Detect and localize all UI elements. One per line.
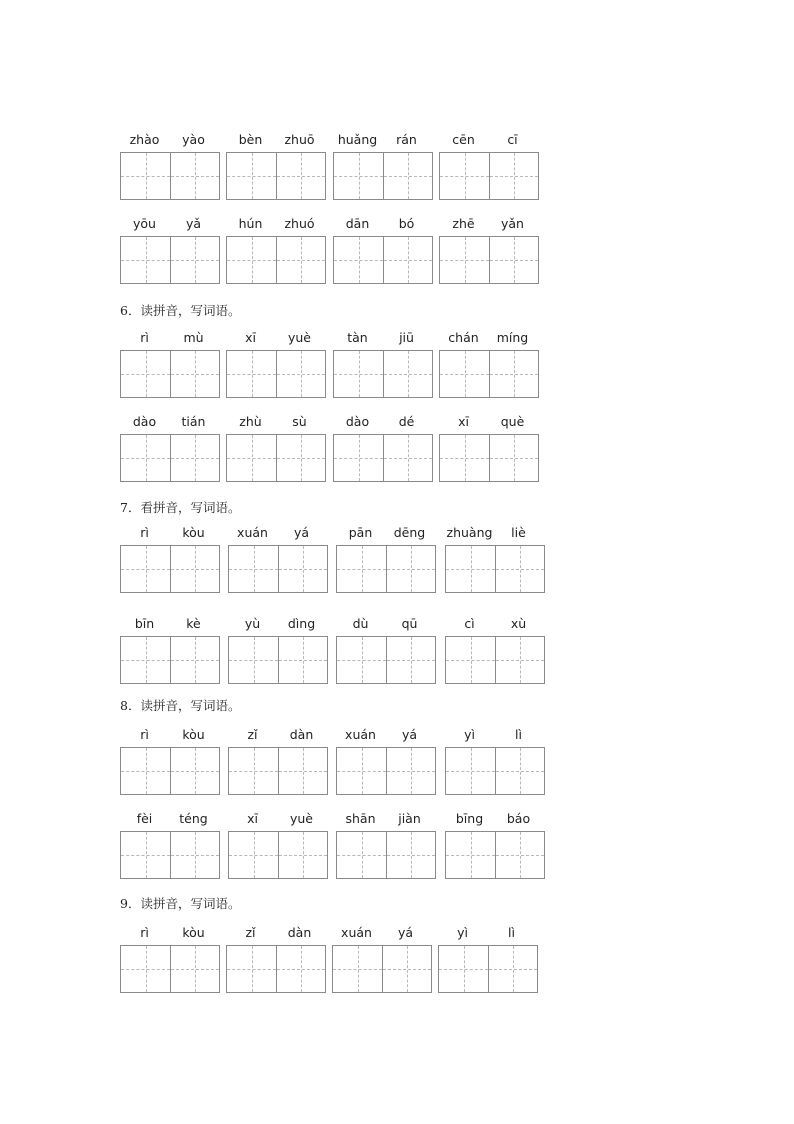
guide-line-horizontal xyxy=(171,855,219,856)
pinyin-label: rì xyxy=(140,330,149,345)
writing-grid xyxy=(445,831,545,879)
tian-zi-cell[interactable] xyxy=(121,546,170,592)
guide-line-horizontal xyxy=(334,260,383,261)
question-heading: 8．读拼音，写词语。 xyxy=(120,698,241,713)
guide-line-horizontal xyxy=(337,855,386,856)
pinyin-label: téng xyxy=(179,811,208,826)
pinyin-label: shān xyxy=(345,811,376,826)
pinyin-label: xī xyxy=(245,330,256,345)
tian-zi-cell[interactable] xyxy=(386,832,435,878)
question-heading: 6．读拼音，写词语。 xyxy=(120,303,241,318)
pinyin-label: yǎn xyxy=(501,216,524,231)
pinyin-label: dàn xyxy=(289,727,314,742)
writing-grid xyxy=(120,152,220,200)
guide-line-horizontal xyxy=(171,374,219,375)
tian-zi-cell[interactable] xyxy=(495,832,544,878)
tian-zi-cell[interactable] xyxy=(495,748,544,794)
pinyin-label: dù xyxy=(352,616,369,631)
pinyin-label: hún xyxy=(238,216,263,231)
writing-grid xyxy=(445,747,545,795)
guide-line-horizontal xyxy=(121,855,170,856)
pinyin-label: báo xyxy=(506,811,531,826)
guide-line-horizontal xyxy=(496,569,544,570)
pinyin-label: sù xyxy=(292,414,307,429)
writing-grid xyxy=(228,545,328,593)
pinyin-label: què xyxy=(500,414,525,429)
tian-zi-cell[interactable] xyxy=(489,435,538,481)
guide-line-horizontal xyxy=(387,855,435,856)
writing-grid xyxy=(120,545,220,593)
tian-zi-cell[interactable] xyxy=(170,435,219,481)
tian-zi-cell[interactable] xyxy=(383,153,432,199)
tian-zi-cell[interactable] xyxy=(170,351,219,397)
tian-zi-cell[interactable] xyxy=(386,637,435,683)
tian-zi-cell[interactable] xyxy=(334,153,383,199)
tian-zi-cell[interactable] xyxy=(446,832,495,878)
writing-grid xyxy=(333,434,433,482)
tian-zi-cell[interactable] xyxy=(337,637,386,683)
guide-line-horizontal xyxy=(334,176,383,177)
pinyin-label: zhē xyxy=(452,216,475,231)
guide-line-horizontal xyxy=(277,458,325,459)
guide-line-horizontal xyxy=(227,260,276,261)
writing-grid xyxy=(438,945,538,993)
guide-line-horizontal xyxy=(440,260,489,261)
writing-grid xyxy=(439,152,539,200)
writing-grid xyxy=(120,636,220,684)
guide-line-horizontal xyxy=(277,374,325,375)
writing-grid xyxy=(445,636,545,684)
tian-zi-cell[interactable] xyxy=(446,637,495,683)
pinyin-label: lì xyxy=(515,727,522,742)
guide-line-horizontal xyxy=(171,660,219,661)
guide-line-horizontal xyxy=(440,176,489,177)
pinyin-label: rì xyxy=(140,925,149,940)
tian-zi-cell[interactable] xyxy=(121,946,170,992)
pinyin-label: zhuō xyxy=(284,132,315,147)
tian-zi-cell[interactable] xyxy=(227,435,276,481)
writing-grid xyxy=(445,545,545,593)
pinyin-label: cēn xyxy=(452,132,475,147)
tian-zi-cell[interactable] xyxy=(495,546,544,592)
tian-zi-cell[interactable] xyxy=(488,946,537,992)
pinyin-label: yá xyxy=(401,727,418,742)
question-heading: 7．看拼音，写词语。 xyxy=(120,500,241,515)
guide-line-horizontal xyxy=(277,969,325,970)
tian-zi-cell[interactable] xyxy=(170,832,219,878)
tian-zi-cell[interactable] xyxy=(337,748,386,794)
pinyin-label: lì xyxy=(508,925,515,940)
tian-zi-cell[interactable] xyxy=(121,153,170,199)
guide-line-horizontal xyxy=(277,260,325,261)
tian-zi-cell[interactable] xyxy=(170,546,219,592)
writing-grid xyxy=(228,831,328,879)
writing-grid xyxy=(226,152,326,200)
guide-line-horizontal xyxy=(227,176,276,177)
pinyin-label: zǐ xyxy=(247,727,258,742)
writing-grid xyxy=(228,747,328,795)
guide-line-horizontal xyxy=(337,771,386,772)
pinyin-label: tàn xyxy=(347,330,368,345)
guide-line-horizontal xyxy=(333,969,382,970)
guide-line-horizontal xyxy=(440,458,489,459)
pinyin-label: qū xyxy=(401,616,418,631)
writing-grid xyxy=(120,747,220,795)
writing-grid xyxy=(333,152,433,200)
tian-zi-cell[interactable] xyxy=(170,637,219,683)
tian-zi-cell[interactable] xyxy=(278,546,327,592)
pinyin-label: liè xyxy=(511,525,526,540)
guide-line-horizontal xyxy=(171,458,219,459)
guide-line-horizontal xyxy=(171,969,219,970)
tian-zi-cell[interactable] xyxy=(121,237,170,283)
guide-line-horizontal xyxy=(229,771,278,772)
pinyin-label: xī xyxy=(247,811,258,826)
pinyin-label: bó xyxy=(398,216,415,231)
writing-grid xyxy=(226,236,326,284)
pinyin-label: dé xyxy=(398,414,415,429)
tian-zi-cell[interactable] xyxy=(229,748,278,794)
guide-line-horizontal xyxy=(439,969,488,970)
pinyin-label: dān xyxy=(345,216,370,231)
pinyin-label: yá xyxy=(293,525,310,540)
tian-zi-cell[interactable] xyxy=(121,832,170,878)
tian-zi-cell[interactable] xyxy=(440,351,489,397)
guide-line-horizontal xyxy=(171,260,219,261)
writing-grid xyxy=(439,434,539,482)
tian-zi-cell[interactable] xyxy=(383,237,432,283)
pinyin-label: xī xyxy=(458,414,469,429)
guide-line-horizontal xyxy=(121,176,170,177)
tian-zi-cell[interactable] xyxy=(170,946,219,992)
guide-line-horizontal xyxy=(384,176,432,177)
tian-zi-cell[interactable] xyxy=(170,237,219,283)
pinyin-label: rì xyxy=(140,525,149,540)
guide-line-horizontal xyxy=(337,660,386,661)
writing-grid xyxy=(120,831,220,879)
writing-grid xyxy=(332,945,432,993)
guide-line-horizontal xyxy=(387,569,435,570)
writing-grid xyxy=(226,350,326,398)
guide-line-horizontal xyxy=(384,374,432,375)
guide-line-horizontal xyxy=(279,771,327,772)
pinyin-label: mù xyxy=(183,330,204,345)
writing-grid xyxy=(439,350,539,398)
guide-line-horizontal xyxy=(121,660,170,661)
tian-zi-cell[interactable] xyxy=(440,435,489,481)
pinyin-label: xù xyxy=(510,616,527,631)
pinyin-label: zhào xyxy=(129,132,160,147)
pinyin-label: yuè xyxy=(287,330,311,345)
tian-zi-cell[interactable] xyxy=(334,351,383,397)
pinyin-label: fèi xyxy=(136,811,153,826)
pinyin-label: dēng xyxy=(393,525,426,540)
pinyin-label: yuè xyxy=(289,811,313,826)
tian-zi-cell[interactable] xyxy=(170,748,219,794)
guide-line-horizontal xyxy=(229,569,278,570)
guide-line-horizontal xyxy=(496,660,544,661)
guide-line-horizontal xyxy=(279,855,327,856)
tian-zi-cell[interactable] xyxy=(227,237,276,283)
pinyin-label: xuán xyxy=(341,925,372,940)
guide-line-horizontal xyxy=(121,969,170,970)
pinyin-label: dào xyxy=(345,414,370,429)
guide-line-horizontal xyxy=(121,374,170,375)
pinyin-label: zhù xyxy=(239,414,262,429)
tian-zi-cell[interactable] xyxy=(446,546,495,592)
guide-line-horizontal xyxy=(227,458,276,459)
tian-zi-cell[interactable] xyxy=(121,435,170,481)
pinyin-label: dào xyxy=(132,414,157,429)
tian-zi-cell[interactable] xyxy=(489,153,538,199)
guide-line-horizontal xyxy=(496,771,544,772)
guide-line-horizontal xyxy=(446,855,495,856)
tian-zi-cell[interactable] xyxy=(439,946,488,992)
pinyin-label: yōu xyxy=(133,216,156,231)
guide-line-horizontal xyxy=(440,374,489,375)
guide-line-horizontal xyxy=(334,374,383,375)
writing-grid xyxy=(228,636,328,684)
guide-line-horizontal xyxy=(337,569,386,570)
tian-zi-cell[interactable] xyxy=(489,237,538,283)
guide-line-horizontal xyxy=(446,771,495,772)
guide-line-horizontal xyxy=(334,458,383,459)
tian-zi-cell[interactable] xyxy=(229,546,278,592)
writing-grid xyxy=(333,350,433,398)
guide-line-horizontal xyxy=(490,374,538,375)
guide-line-horizontal xyxy=(384,458,432,459)
writing-grid xyxy=(336,636,436,684)
pinyin-label: rì xyxy=(140,727,149,742)
tian-zi-cell[interactable] xyxy=(333,946,382,992)
guide-line-horizontal xyxy=(387,660,435,661)
pinyin-label: cī xyxy=(507,132,518,147)
tian-zi-cell[interactable] xyxy=(276,946,325,992)
tian-zi-cell[interactable] xyxy=(229,832,278,878)
guide-line-horizontal xyxy=(490,458,538,459)
writing-grid xyxy=(120,350,220,398)
pinyin-label: jiàn xyxy=(398,811,421,826)
pinyin-label: xuán xyxy=(237,525,268,540)
tian-zi-cell[interactable] xyxy=(440,153,489,199)
guide-line-horizontal xyxy=(490,260,538,261)
writing-grid xyxy=(439,236,539,284)
pinyin-label: yù xyxy=(244,616,261,631)
guide-line-horizontal xyxy=(446,660,495,661)
tian-zi-cell[interactable] xyxy=(334,435,383,481)
pinyin-label: bīng xyxy=(455,811,484,826)
pinyin-label: zǐ xyxy=(245,925,256,940)
pinyin-label: yì xyxy=(457,925,468,940)
pinyin-label: yǎ xyxy=(185,216,202,231)
tian-zi-cell[interactable] xyxy=(121,351,170,397)
guide-line-horizontal xyxy=(121,260,170,261)
tian-zi-cell[interactable] xyxy=(227,153,276,199)
writing-grid xyxy=(336,545,436,593)
guide-line-horizontal xyxy=(383,969,431,970)
guide-line-horizontal xyxy=(227,374,276,375)
guide-line-horizontal xyxy=(277,176,325,177)
guide-line-horizontal xyxy=(490,176,538,177)
pinyin-label: huǎng xyxy=(337,132,378,147)
pinyin-label: bèn xyxy=(238,132,263,147)
pinyin-label: dàn xyxy=(287,925,312,940)
guide-line-horizontal xyxy=(279,569,327,570)
writing-grid xyxy=(120,945,220,993)
guide-line-horizontal xyxy=(384,260,432,261)
guide-line-horizontal xyxy=(446,569,495,570)
tian-zi-cell[interactable] xyxy=(440,237,489,283)
tian-zi-cell[interactable] xyxy=(227,351,276,397)
tian-zi-cell[interactable] xyxy=(121,637,170,683)
pinyin-label: dìng xyxy=(287,616,316,631)
pinyin-label: chán xyxy=(448,330,479,345)
tian-zi-cell[interactable] xyxy=(170,153,219,199)
writing-grid xyxy=(333,236,433,284)
tian-zi-cell[interactable] xyxy=(489,351,538,397)
guide-line-horizontal xyxy=(229,855,278,856)
pinyin-label: cì xyxy=(464,616,475,631)
guide-line-horizontal xyxy=(121,771,170,772)
pinyin-label: zhuàng xyxy=(446,525,493,540)
pinyin-label: kòu xyxy=(182,727,205,742)
tian-zi-cell[interactable] xyxy=(278,832,327,878)
guide-line-horizontal xyxy=(229,660,278,661)
pinyin-label: yào xyxy=(182,132,205,147)
tian-zi-cell[interactable] xyxy=(386,546,435,592)
tian-zi-cell[interactable] xyxy=(276,237,325,283)
writing-grid xyxy=(226,945,326,993)
tian-zi-cell[interactable] xyxy=(121,748,170,794)
writing-grid xyxy=(336,831,436,879)
tian-zi-cell[interactable] xyxy=(334,237,383,283)
guide-line-horizontal xyxy=(496,855,544,856)
tian-zi-cell[interactable] xyxy=(383,435,432,481)
tian-zi-cell[interactable] xyxy=(276,351,325,397)
writing-grid xyxy=(120,236,220,284)
guide-line-horizontal xyxy=(171,569,219,570)
pinyin-label: kè xyxy=(186,616,201,631)
tian-zi-cell[interactable] xyxy=(383,351,432,397)
pinyin-label: kòu xyxy=(182,525,205,540)
tian-zi-cell[interactable] xyxy=(276,435,325,481)
guide-line-horizontal xyxy=(121,569,170,570)
pinyin-label: zhuó xyxy=(284,216,315,231)
tian-zi-cell[interactable] xyxy=(337,832,386,878)
tian-zi-cell[interactable] xyxy=(446,748,495,794)
pinyin-label: xuán xyxy=(345,727,376,742)
guide-line-horizontal xyxy=(121,458,170,459)
tian-zi-cell[interactable] xyxy=(276,153,325,199)
guide-line-horizontal xyxy=(171,176,219,177)
question-heading: 9．读拼音，写词语。 xyxy=(120,896,241,911)
tian-zi-cell[interactable] xyxy=(227,946,276,992)
tian-zi-cell[interactable] xyxy=(337,546,386,592)
guide-line-horizontal xyxy=(279,660,327,661)
tian-zi-cell[interactable] xyxy=(278,748,327,794)
tian-zi-cell[interactable] xyxy=(495,637,544,683)
pinyin-label: yá xyxy=(397,925,414,940)
tian-zi-cell[interactable] xyxy=(278,637,327,683)
tian-zi-cell[interactable] xyxy=(229,637,278,683)
pinyin-label: kòu xyxy=(182,925,205,940)
guide-line-horizontal xyxy=(489,969,537,970)
writing-grid xyxy=(336,747,436,795)
pinyin-label: yì xyxy=(464,727,475,742)
writing-grid xyxy=(120,434,220,482)
pinyin-label: pān xyxy=(348,525,373,540)
pinyin-label: bīn xyxy=(134,616,155,631)
pinyin-label: tián xyxy=(181,414,206,429)
guide-line-horizontal xyxy=(171,771,219,772)
tian-zi-cell[interactable] xyxy=(386,748,435,794)
tian-zi-cell[interactable] xyxy=(382,946,431,992)
pinyin-label: rán xyxy=(396,132,417,147)
guide-line-horizontal xyxy=(227,969,276,970)
writing-grid xyxy=(226,434,326,482)
pinyin-label: jiū xyxy=(399,330,414,345)
guide-line-horizontal xyxy=(387,771,435,772)
pinyin-label: míng xyxy=(496,330,529,345)
